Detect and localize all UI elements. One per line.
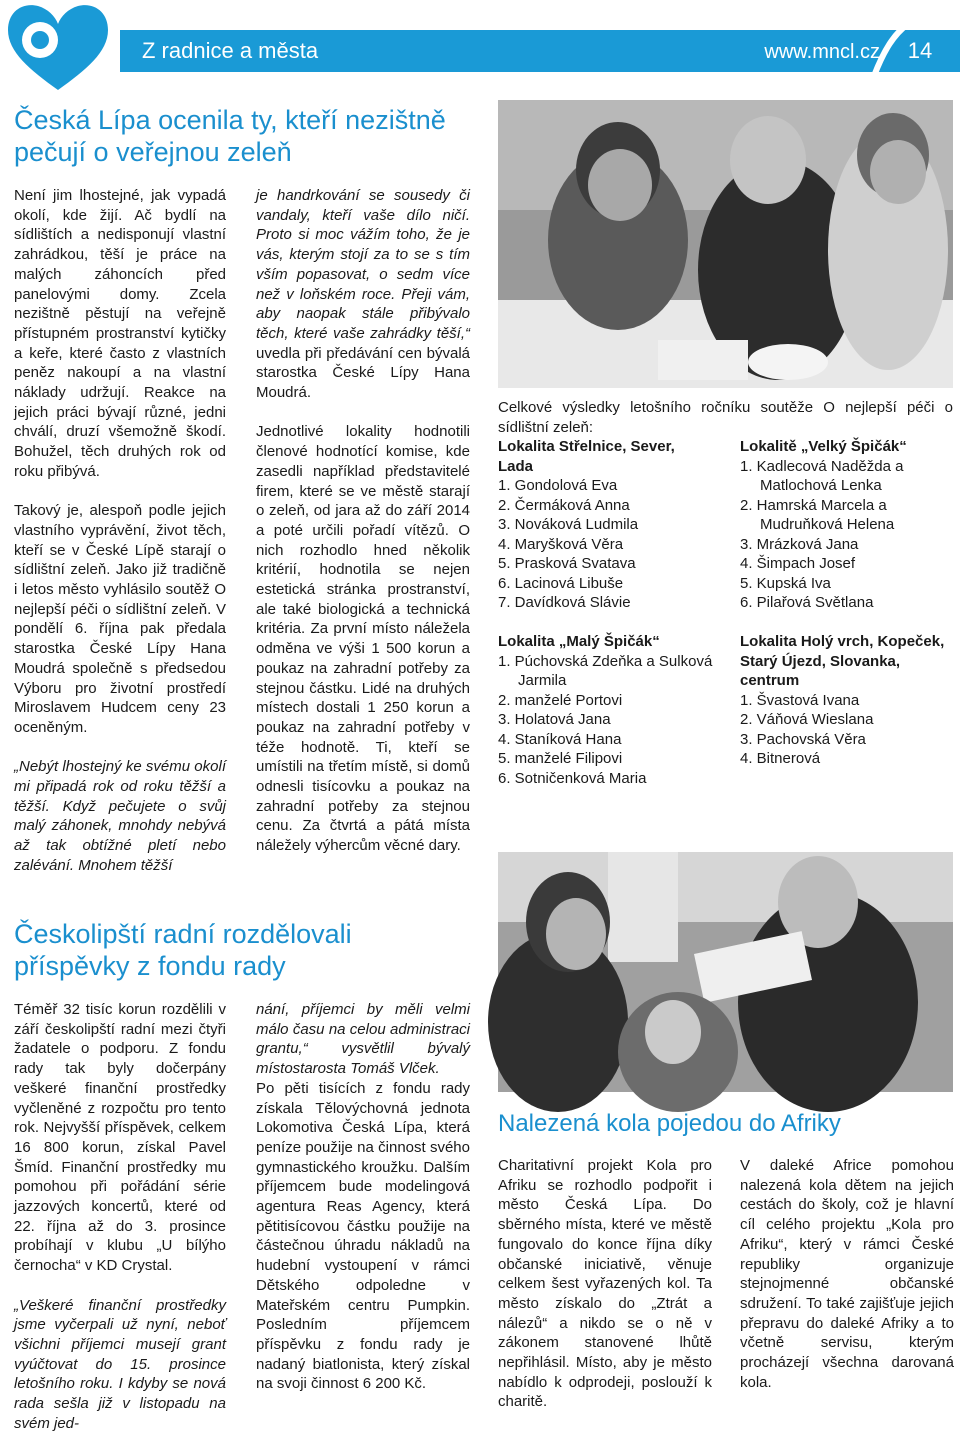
location-title: Lokalitě „Velký Špičák“ bbox=[740, 438, 907, 455]
list-item: 5. Kupská Iva bbox=[740, 574, 831, 592]
list-item: 6. Sotničenková Maria bbox=[498, 769, 647, 787]
article2-col1 bbox=[14, 1000, 226, 1433]
list-item: 3. Mrázková Jana bbox=[740, 535, 859, 553]
list-item: 4. Šimpach Josef bbox=[740, 555, 856, 572]
list-item: 4. Bitnerová bbox=[740, 750, 821, 767]
article1-title: Česká Lípa ocenila ty, kteří nezištně pečují o veřejnou zeleň bbox=[14, 105, 446, 168]
list-item: 1. Kadlecová Naděžda a Matlochová Lenka bbox=[740, 457, 904, 494]
list-item: 4. Staníková Hana bbox=[498, 730, 622, 748]
results-location bbox=[740, 437, 954, 613]
article1-col2 bbox=[256, 186, 470, 856]
list-item: 1. Švastová Ivana bbox=[740, 691, 860, 709]
winners-list bbox=[740, 691, 954, 769]
list-item: 5. Prasková Svatava bbox=[498, 555, 636, 572]
article1-quote-cont: je handrkování se sousedy či vandaly, kteří vaše dílo ničí. Proto si moc vážím toho, že je vás, kterým stojí za to se s tím vším popasovat, o sedm více než v loňském roce. Přeji vám, aby naopak stále přibývalo těch, které vaše zahrádky těší,“ bbox=[256, 187, 470, 342]
award-photo bbox=[498, 100, 953, 388]
winners-list bbox=[740, 457, 954, 613]
winners-list bbox=[498, 476, 708, 613]
results-location bbox=[498, 632, 716, 788]
grant-photo bbox=[498, 852, 953, 1092]
list-item: 1. Púchovská Zdeňka a Sulková Jarmila bbox=[498, 652, 713, 689]
article2-quote: „Veškeré finanční prostředky jsme vyčerpali už nyní, neboť všichni příjemci musejí grant vyúčtovat do 15. prosince letošního roku. I kdyby se nová rada sešla již v listopadu na svém jed- bbox=[14, 1296, 226, 1432]
article2-title: Českolipští radní rozdělovali příspěvky z fondu rady bbox=[14, 919, 352, 982]
results-location bbox=[740, 632, 954, 769]
article1-col1 bbox=[14, 186, 226, 876]
article1-quote-attribution: uvedla při předávání cen bývalá starostka České Lípy Hana Moudrá. bbox=[256, 344, 470, 402]
location-title: Lokalita „Malý Špičák“ bbox=[498, 633, 660, 650]
results-location bbox=[498, 437, 708, 613]
site-url[interactable]: www.mncl.cz bbox=[764, 41, 880, 63]
list-item: 3. Nováková Ludmila bbox=[498, 516, 639, 533]
location-title: Lokalita Holý vrch, Kopeček, Starý Újezd, Slovanka, centrum bbox=[740, 633, 945, 689]
section-title: Z radnice a města bbox=[142, 38, 319, 63]
list-item: 6. Lacinová Libuše bbox=[498, 574, 624, 592]
article3-col1 bbox=[498, 1156, 712, 1412]
list-item: 5. manželé Filipovi bbox=[498, 750, 623, 767]
page-header bbox=[0, 0, 960, 92]
location-title: Lokalita Střelnice, Sever, Lada bbox=[498, 438, 675, 475]
article1-para: Takový je, alespoň podle jejich vlastního vyprávění, život těch, kteří se v České Lípě starají o sídlištní zeleň. Jako již tradičně i letos město vyhlásilo soutěž O nejlepší péči o sídlištní zeleň. V pondělí 6. října pak předala starostka České Lípy Hana Moudrá společně s předsedou Výboru pro životní prostředí Miroslavem Hudcem ceny 23 oceněným. bbox=[14, 502, 226, 736]
article2-quote-cont: nání, příjemci by měli velmi málo času na celou administraci grantu,“ vysvětlil bývalý místostarosta Tomáš Vlček. bbox=[256, 1001, 470, 1078]
page-number: 14 bbox=[907, 38, 933, 63]
article1-quote: „Nebýt lhostejný ke svému okolí mi připadá rok od roku těžší a těžší. Když pečujete o svůj malý záhonek, mnohdy nebývá až tak obtížné pletí nebo zalévání. Mnohem těžší bbox=[14, 758, 226, 874]
article1-para: Není jim lhostejné, jak vypadá okolí, kde žijí. Ač bydlí na sídlištích a nedisponují vlastní zahrádkou, těší je práce na malých záhoncích před panelovými domy. Zcela nezištně pěstují na veřejně přístupném prostranství kytičky a keře, které často z vlastních peněz nakoupí a na vlastní náklady udržují. Reakce na jejich práci bývají různé, jedni chválí, druzí všemožně škodí. Bohužel, těch druhých rok od roku přibývá. bbox=[14, 187, 226, 480]
section-band bbox=[120, 30, 880, 72]
grant-photo-image bbox=[498, 852, 953, 1092]
winners-list bbox=[498, 652, 716, 789]
heart-logo-icon bbox=[0, 0, 120, 92]
list-item: 3. Holatová Jana bbox=[498, 711, 611, 728]
list-item: 2. manželé Portovi bbox=[498, 691, 623, 709]
list-item: 1. Gondolová Eva bbox=[498, 477, 618, 494]
article1-para: Jednotlivé lokality hodnotili členové hodnotící komise, kde zasedli například představitelé firem, které se ve městě starají o zeleň, od jara až do září 2014 a poté určili pořadí vítězů. O nich rozhodlo hned několik kritérií, hodnotila se nejen estetická stránka prostranství, ale také biologická a technická kritéria. Za první místo náležela odměna ve výši 1 500 korun a poukaz na zahradní potřeby za stejnou částku. Lidé na druhých místech dostali 1 250 korun a poukaz na zahradní potřeby v téže hodnotě. Ti, kteří se umístili na třetím místě, si domů odnesli tisícovku a poukaz na zahradní potřeby za stejnou cenu. Za čtvrtá a pátá místa náležely výhercům věcné dary. bbox=[256, 423, 470, 855]
article2-col2 bbox=[256, 1000, 470, 1394]
list-item: 3. Pachovská Věra bbox=[740, 730, 866, 748]
article2-para: Po pěti tisících z fondu rady získala Tělovýchovná jednota Lokomotiva Česká Lípa, která peníze použije na činnost svého gymnastického kroužku. Dalším příjemcem bude modelingová agentura Reas Agency, která pětitisícovou částku použije na částečnou úhradu nákladů na hudební vystoupení v rámci Dětského odpoledne v Mateřském centru Pumpkin. Posledním příjemcem příspěvku z fondu rady je nadaný biatlonista, který získal na svoji činnost 6 200 Kč. bbox=[256, 1079, 470, 1393]
list-item: 4. Maryšková Věra bbox=[498, 535, 624, 553]
list-item: 2. Hamrská Marcela a Mudruňková Helena bbox=[740, 496, 895, 533]
article3-title: Nalezená kola pojedou do Afriky bbox=[498, 1110, 841, 1137]
list-item: 6. Pilařová Světlana bbox=[740, 594, 874, 611]
swoosh-icon bbox=[870, 20, 910, 80]
article3-para: Charitativní projekt Kola pro Afriku se rozhodlo podpořit i město Česká Lípa. Do sběrného místa, které ve městě fungovalo do konce října díky občanské iniciativě, věnuje celkem šest vyřazených kol. Ta město získalo do „Ztrát a nálezů“ a nikdo se o ně v zákonem stanovené lhůtě nepřihlásil. Místo, aby je město nabídlo k odprodeji, poslouží k charitě. bbox=[498, 1157, 712, 1411]
list-item: 2. Váňová Wieslana bbox=[740, 711, 874, 728]
results-intro: Celkové výsledky letošního ročníku soutěže O nejlepší péči o sídlištní zeleň: bbox=[498, 399, 953, 436]
award-photo-image bbox=[498, 100, 953, 388]
list-item: 2. Čermáková Anna bbox=[498, 496, 630, 514]
list-item: 7. Davídková Slávie bbox=[498, 594, 631, 611]
article3-para: V daleké Africe pomohou nalezená kola dětem na jejich cestách do školy, což je hlavní cíl celého projektu „Kola pro Afriku“, který v rámci České republiky organizuje stejnojmenné občanské sdružení. To také zajišťuje jejich přepravu do daleké Afriky a to včetně servisu, kterým procházejí všechna darovaná kola. bbox=[740, 1157, 954, 1391]
article3-col2 bbox=[740, 1156, 954, 1392]
article2-para: Téměř 32 tisíc korun rozdělili v září českolipští radní mezi čtyři žadatele o podporu. Z fondu rady tak byly dočerpány veškeré finanční prostředky vyčleněné z rozpočtu pro tento rok. Nejvyšší příspěvek, celkem 16 800 korun, získal Pavel Šmíd. Finanční prostředky mu pomohou při pořádání série jazzových koncertů, které od 22. října až do 3. prosince probíhají v klubu „U bílýho černocha“ v KD Crystal. bbox=[14, 1001, 226, 1275]
